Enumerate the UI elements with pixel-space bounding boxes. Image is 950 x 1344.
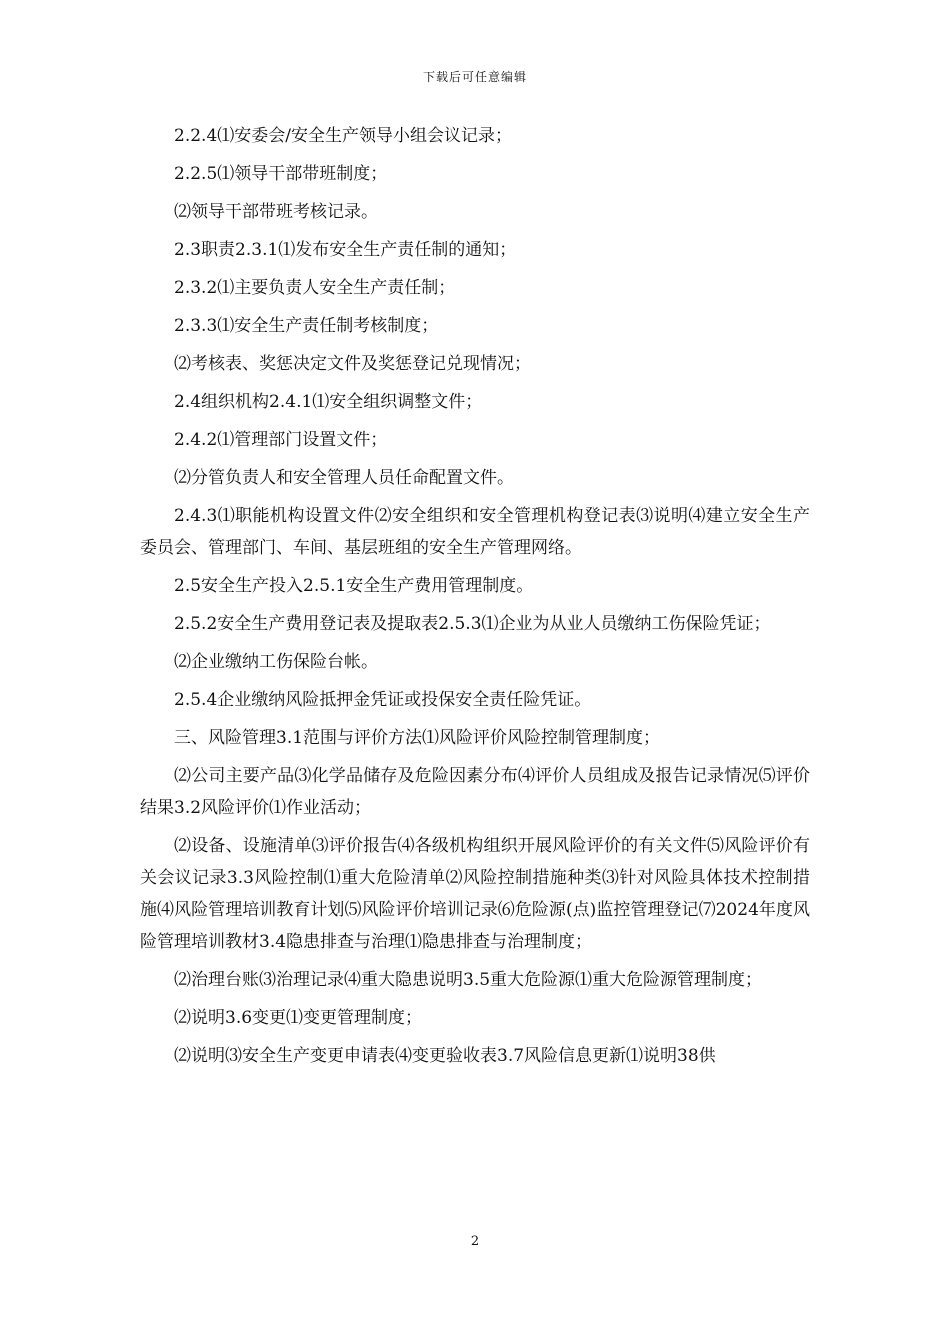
- paragraph: ⑵考核表、奖惩决定文件及奖惩登记兑现情况；: [174, 354, 531, 374]
- paragraph: 2.3职责2.3.1⑴发布安全生产责任制的通知；: [174, 240, 517, 260]
- paragraph: 2.4组织机构2.4.1⑴安全组织调整文件；: [174, 392, 483, 412]
- document-body: [140, 120, 810, 1078]
- paragraph: ⑵说明⑶安全生产变更申请表⑷变更验收表3.7风险信息更新⑴说明38供: [174, 1046, 716, 1066]
- paragraph: 2.2.4⑴安委会/安全生产领导小组会议记录；: [174, 126, 512, 146]
- paragraph: 三、风险管理3.1范围与评价方法⑴风险评价风险控制管理制度；: [174, 728, 661, 748]
- paragraph: 2.4.2⑴管理部门设置文件；: [174, 430, 388, 450]
- page-header: 下载后可任意编辑: [422, 70, 527, 84]
- paragraph: 2.5.2安全生产费用登记表及提取表2.5.3⑴企业为从业人员缴纳工伤保险凭证；: [174, 614, 771, 634]
- paragraph: 2.5.4企业缴纳风险抵押金凭证或投保安全责任险凭证。: [174, 690, 592, 710]
- paragraph: ⑵领导干部带班考核记录。: [174, 202, 378, 222]
- page-number: 2: [470, 1234, 480, 1249]
- paragraph: ⑵分管负责人和安全管理人员任命配置文件。: [174, 468, 514, 488]
- paragraph: ⑵说明3.6变更⑴变更管理制度；: [174, 1008, 423, 1028]
- paragraph: 2.3.3⑴安全生产责任制考核制度；: [174, 316, 439, 336]
- paragraph: 2.4.3⑴职能机构设置文件⑵安全组织和安全管理机构登记表⑶说明⑷建立安全生产委员会、管理部门、车间、基层班组的安全生产管理网络。: [140, 506, 810, 558]
- paragraph: ⑵设备、设施清单⑶评价报告⑷各级机构组织开展风险评价的有关文件⑸风险评价有关会议记录3.3风险控制⑴重大危险清单⑵风险控制措施种类⑶针对风险具体技术控制措施⑷风险管理培训教育计划⑸风险评价培训记录⑹危险源(点)监控管理登记⑺2024年度风险管理培训教材3.4隐患排查与治理⑴隐患排查与治理制度；: [140, 836, 810, 952]
- paragraph: 2.5安全生产投入2.5.1安全生产费用管理制度。: [174, 576, 534, 596]
- paragraph: ⑵企业缴纳工伤保险台帐。: [174, 652, 378, 672]
- paragraph: ⑵公司主要产品⑶化学品储存及危险因素分布⑷评价人员组成及报告记录情况⑸评价结果3.2风险评价⑴作业活动；: [140, 766, 810, 818]
- paragraph: 2.3.2⑴主要负责人安全生产责任制；: [174, 278, 456, 298]
- paragraph: ⑵治理台账⑶治理记录⑷重大隐患说明3.5重大危险源⑴重大危险源管理制度；: [174, 970, 763, 990]
- paragraph: 2.2.5⑴领导干部带班制度；: [174, 164, 388, 184]
